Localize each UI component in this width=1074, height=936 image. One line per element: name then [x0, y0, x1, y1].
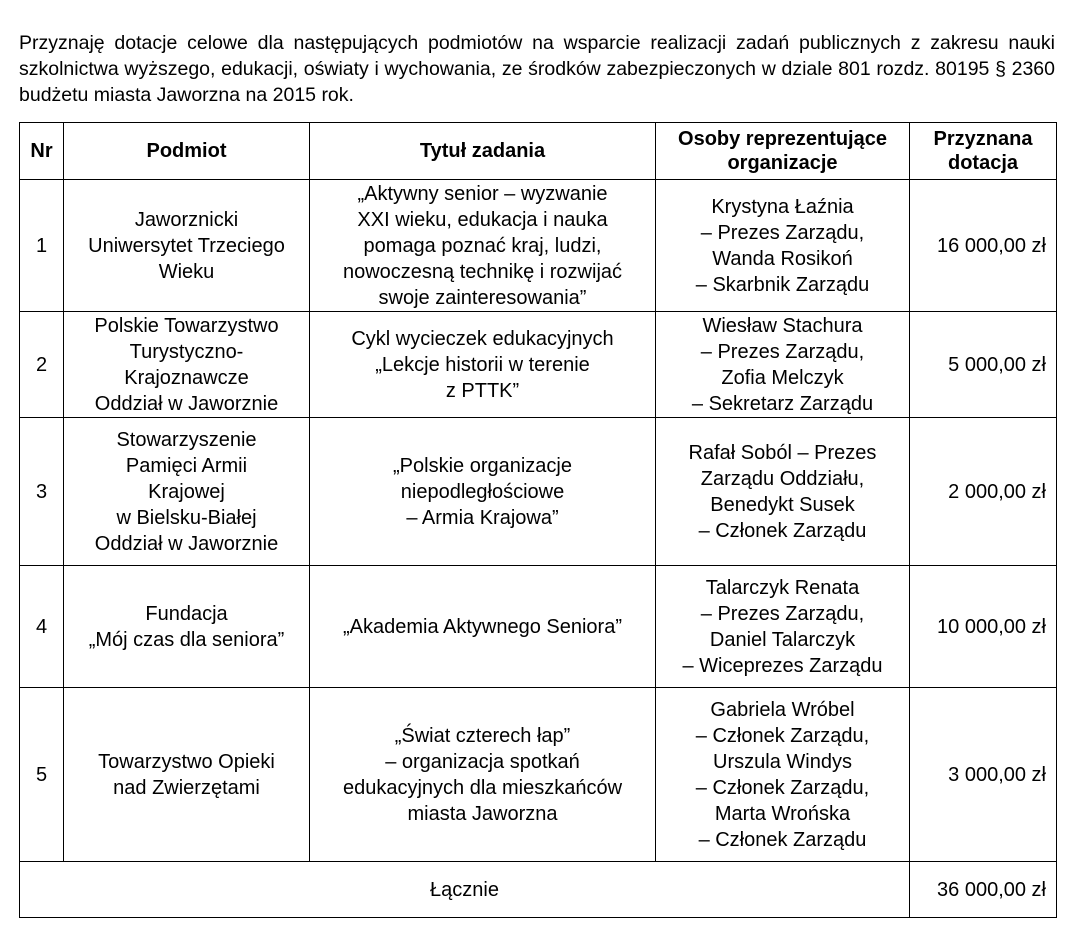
intro-paragraph: Przyznaję dotacje celowe dla następujących podmiotów na wsparcie realizacji zadań publicznych z zakresu nauki szkolnictwa wyższego, edukacji, oświaty i wychowania, ze środków zabezpieczonych w dziale 801 rozdz. 80195 § 2360 budżetu miasta Jaworzna na 2015 rok.	[19, 31, 1055, 106]
row-dotacja: 3 000,00 zł	[910, 688, 1057, 862]
table-row	[20, 418, 1057, 566]
row-podmiot: Polskie Towarzystwo Turystyczno- Krajoznawcze Oddział w Jaworznie	[64, 312, 310, 418]
header-tytul: Tytuł zadania	[310, 123, 656, 180]
row-podmiot: Fundacja „Mój czas dla seniora”	[64, 566, 310, 688]
total-row	[20, 862, 1057, 918]
row-nr: 1	[20, 180, 64, 312]
row-nr: 4	[20, 566, 64, 688]
header-dotacja: Przyznana dotacja	[910, 123, 1057, 180]
table-body	[20, 180, 1057, 918]
row-osoby: Rafał Soból – Prezes Zarządu Oddziału, Benedykt Susek – Członek Zarządu	[656, 418, 910, 566]
row-podmiot: Jaworznicki Uniwersytet Trzeciego Wieku	[64, 180, 310, 312]
row-tytul: „Świat czterech łap” – organizacja spotkań edukacyjnych dla mieszkańców miasta Jaworzna	[310, 688, 656, 862]
table-header	[20, 123, 1057, 180]
row-nr: 2	[20, 312, 64, 418]
row-dotacja: 5 000,00 zł	[910, 312, 1057, 418]
table-row	[20, 566, 1057, 688]
row-podmiot: Stowarzyszenie Pamięci Armii Krajowej w Bielsku-Białej Oddział w Jaworznie	[64, 418, 310, 566]
row-dotacja: 10 000,00 zł	[910, 566, 1057, 688]
total-label: Łącznie	[20, 862, 910, 918]
row-tytul: Cykl wycieczek edukacyjnych „Lekcje historii w terenie z PTTK”	[310, 312, 656, 418]
table-row	[20, 312, 1057, 418]
row-osoby: Talarczyk Renata – Prezes Zarządu, Daniel Talarczyk – Wiceprezes Zarządu	[656, 566, 910, 688]
row-tytul: „Polskie organizacje niepodległościowe – Armia Krajowa”	[310, 418, 656, 566]
header-nr: Nr	[20, 123, 64, 180]
header-osoby: Osoby reprezentujące organizacje	[656, 123, 910, 180]
row-nr: 5	[20, 688, 64, 862]
row-dotacja: 16 000,00 zł	[910, 180, 1057, 312]
header-row	[20, 123, 1057, 180]
row-osoby: Krystyna Łaźnia – Prezes Zarządu, Wanda Rosikoń – Skarbnik Zarządu	[656, 180, 910, 312]
row-podmiot: Towarzystwo Opieki nad Zwierzętami	[64, 688, 310, 862]
row-nr: 3	[20, 418, 64, 566]
table-row	[20, 180, 1057, 312]
row-dotacja: 2 000,00 zł	[910, 418, 1057, 566]
row-osoby: Wiesław Stachura – Prezes Zarządu, Zofia Melczyk – Sekretarz Zarządu	[656, 312, 910, 418]
row-osoby: Gabriela Wróbel – Członek Zarządu, Urszula Windys – Członek Zarządu, Marta Wrońska – Członek Zarządu	[656, 688, 910, 862]
row-tytul: „Akademia Aktywnego Seniora”	[310, 566, 656, 688]
total-value: 36 000,00 zł	[910, 862, 1057, 918]
table-row	[20, 688, 1057, 862]
grants-table	[19, 122, 1057, 918]
header-podmiot: Podmiot	[64, 123, 310, 180]
row-tytul: „Aktywny senior – wyzwanie XXI wieku, edukacja i nauka pomaga poznać kraj, ludzi, nowoczesną technikę i rozwijać swoje zainteresowania”	[310, 180, 656, 312]
